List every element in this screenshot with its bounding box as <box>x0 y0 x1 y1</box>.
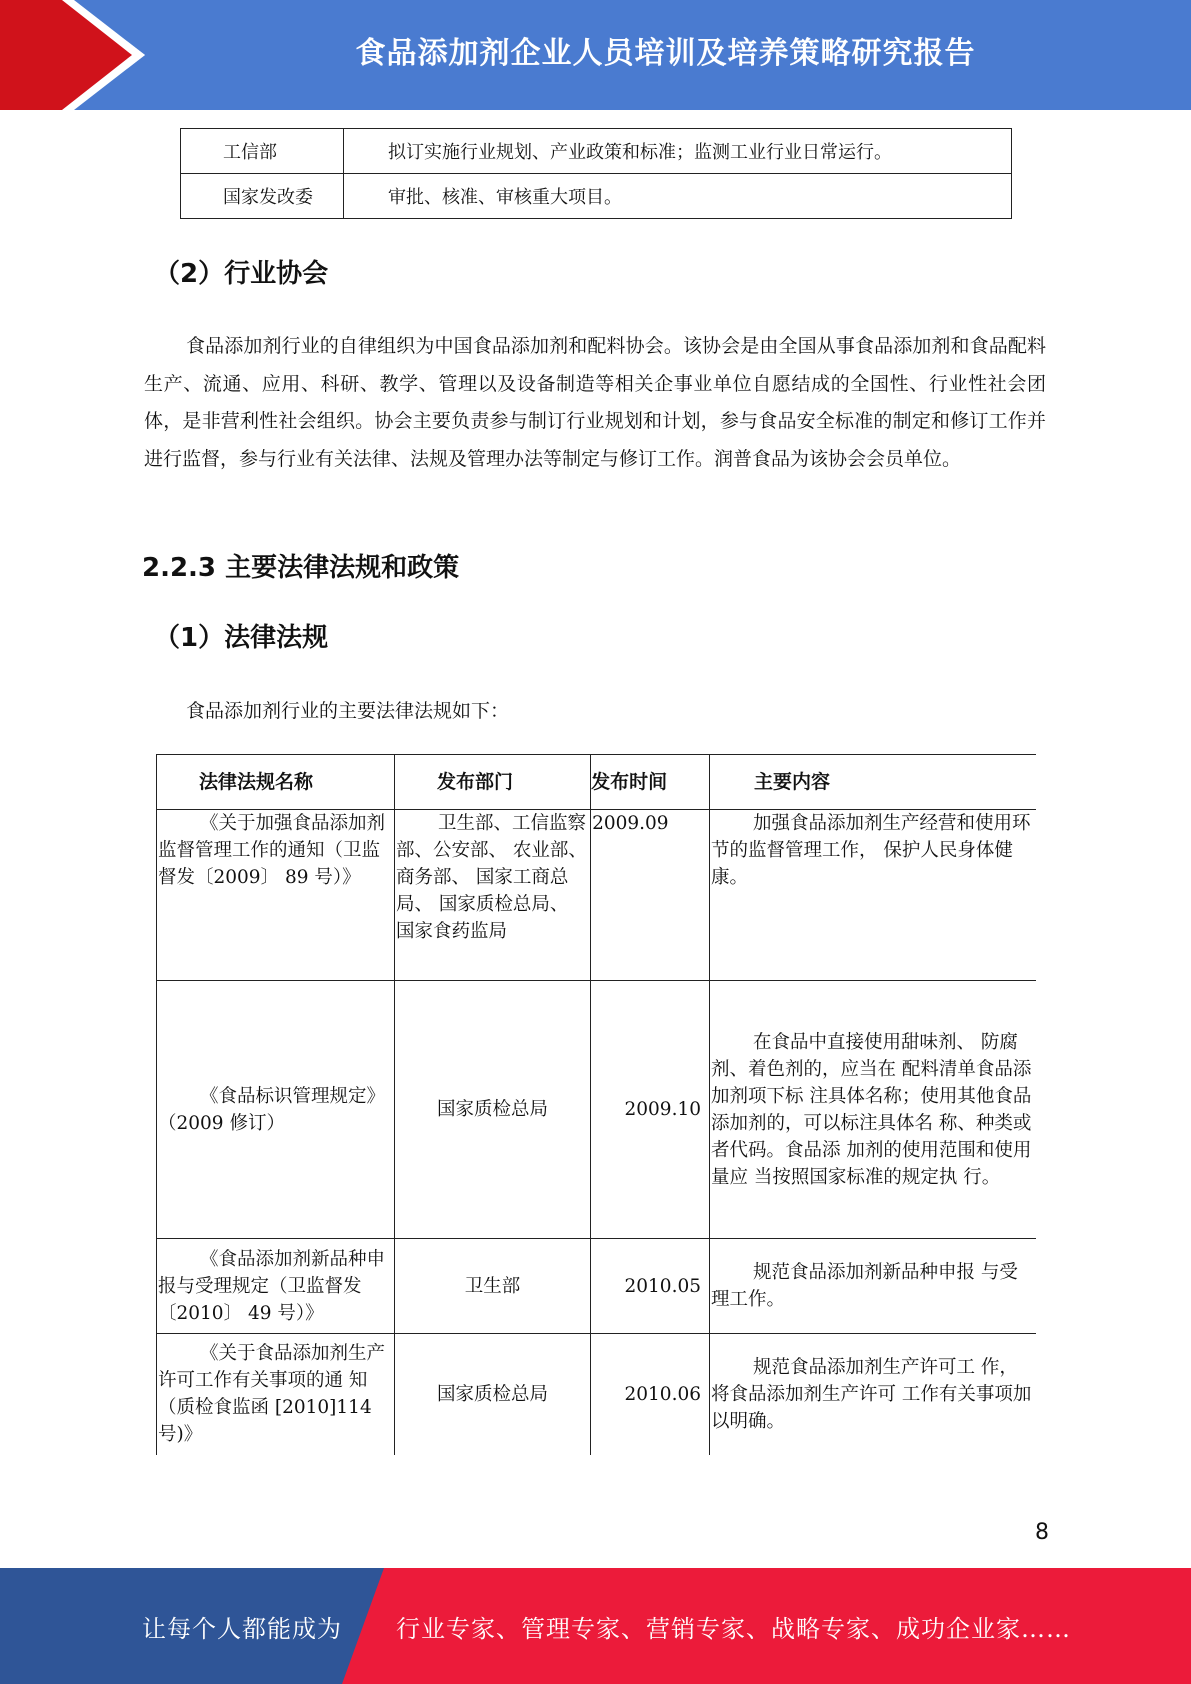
table-row <box>157 1334 1037 1455</box>
law-content-cell: 在食品中直接使用甜味剂、 防腐剂、着色剂的，应当在 配料清单食品添加剂项下标 注具体名称；使用其他食品 添加剂的，可以标注具体名 称、种类或者代码。食品添 加剂的使用范围和使用量应 当按照国家标准的规定执 行。 <box>710 981 1037 1239</box>
report-title: 食品添加剂企业人员培训及培养策略研究报告 <box>355 36 976 71</box>
section-heading-laws: （1）法律法规 <box>154 623 329 653</box>
table-row <box>181 129 1012 174</box>
duty-cell: 拟订实施行业规划、产业政策和标准；监测工业行业日常运行。 <box>344 129 1012 174</box>
column-header-name: 法律法规名称 <box>157 755 395 810</box>
law-date-cell: 2009.10 <box>591 981 710 1239</box>
section-heading-association: （2）行业协会 <box>154 259 329 289</box>
column-header-dept: 发布部门 <box>394 755 590 810</box>
law-name-cell: 《食品添加剂新品种申 报与受理规定（卫监督发〔2010〕 49 号）》 <box>157 1239 395 1334</box>
page-number: 8 <box>1035 1520 1049 1545</box>
table-row <box>157 810 1037 981</box>
law-dept-cell: 卫生部 <box>394 1239 590 1334</box>
law-content-cell: 规范食品添加剂新品种申报 与受理工作。 <box>710 1239 1037 1334</box>
duty-cell: 审批、核准、审核重大项目。 <box>344 174 1012 219</box>
column-header-content: 主要内容 <box>710 755 1037 810</box>
law-date-cell: 2009.09 <box>591 810 710 981</box>
column-header-date: 发布时间 <box>591 755 710 810</box>
law-name-cell: 《关于食品添加剂生产 许可工作有关事项的通 知（质检食监函 [2010]114 号)》 <box>157 1334 395 1455</box>
law-dept-cell: 国家质检总局 <box>394 981 590 1239</box>
page-footer <box>0 1568 1191 1684</box>
dept-cell: 工信部 <box>181 129 344 174</box>
table-row <box>157 981 1037 1239</box>
law-dept-cell: 卫生部、工信监察部、公安部、 农业部、商务部、 国家工商总局、 国家质检总局、 国家食药监局 <box>394 810 590 981</box>
section-heading-2-2-3: 2.2.3 主要法律法规和政策 <box>142 553 460 583</box>
table-row <box>157 1239 1037 1334</box>
page-header <box>0 0 1191 110</box>
law-content-cell: 加强食品添加剂生产经营和使用环节的监督管理工作， 保护人民身体健康。 <box>710 810 1037 981</box>
law-date-cell: 2010.06 <box>591 1334 710 1455</box>
law-date-cell: 2010.05 <box>591 1239 710 1334</box>
law-name-cell: 《食品标识管理规定》（2009 修订） <box>157 981 395 1239</box>
law-name-cell: 《关于加强食品添加剂监督管理工作的通知（卫监督发〔2009〕 89 号）》 <box>157 810 395 981</box>
department-duty-table <box>180 128 1012 219</box>
laws-regulations-table <box>156 754 1036 1455</box>
association-paragraph: 食品添加剂行业的自律组织为中国食品添加剂和配料协会。该协会是由全国从事食品添加剂和食品配料生产、流通、应用、科研、教学、管理以及设备制造等相关企事业单位自愿结成的全国性、行业性社会团体，是非营利性社会组织。协会主要负责参与制订行业规划和计划，参与食品安全标准的制定和修订工作并进行监督，参与行业有关法律、法规及管理办法等制定与修订工作。润普食品为该协会会员单位。 <box>144 335 1046 470</box>
law-content-cell: 规范食品添加剂生产许可工 作，将食品添加剂生产许可 工作有关事项加以明确。 <box>710 1334 1037 1455</box>
laws-intro-text: 食品添加剂行业的主要法律法规如下： <box>186 700 510 722</box>
footer-slogan-left: 让每个人都能成为 <box>142 1614 342 1643</box>
table-row <box>181 174 1012 219</box>
footer-slogan-right: 行业专家、管理专家、营销专家、战略专家、成功企业家…… <box>396 1614 1071 1643</box>
dept-cell: 国家发改委 <box>181 174 344 219</box>
law-dept-cell: 国家质检总局 <box>394 1334 590 1455</box>
table-header-row <box>157 755 1037 810</box>
